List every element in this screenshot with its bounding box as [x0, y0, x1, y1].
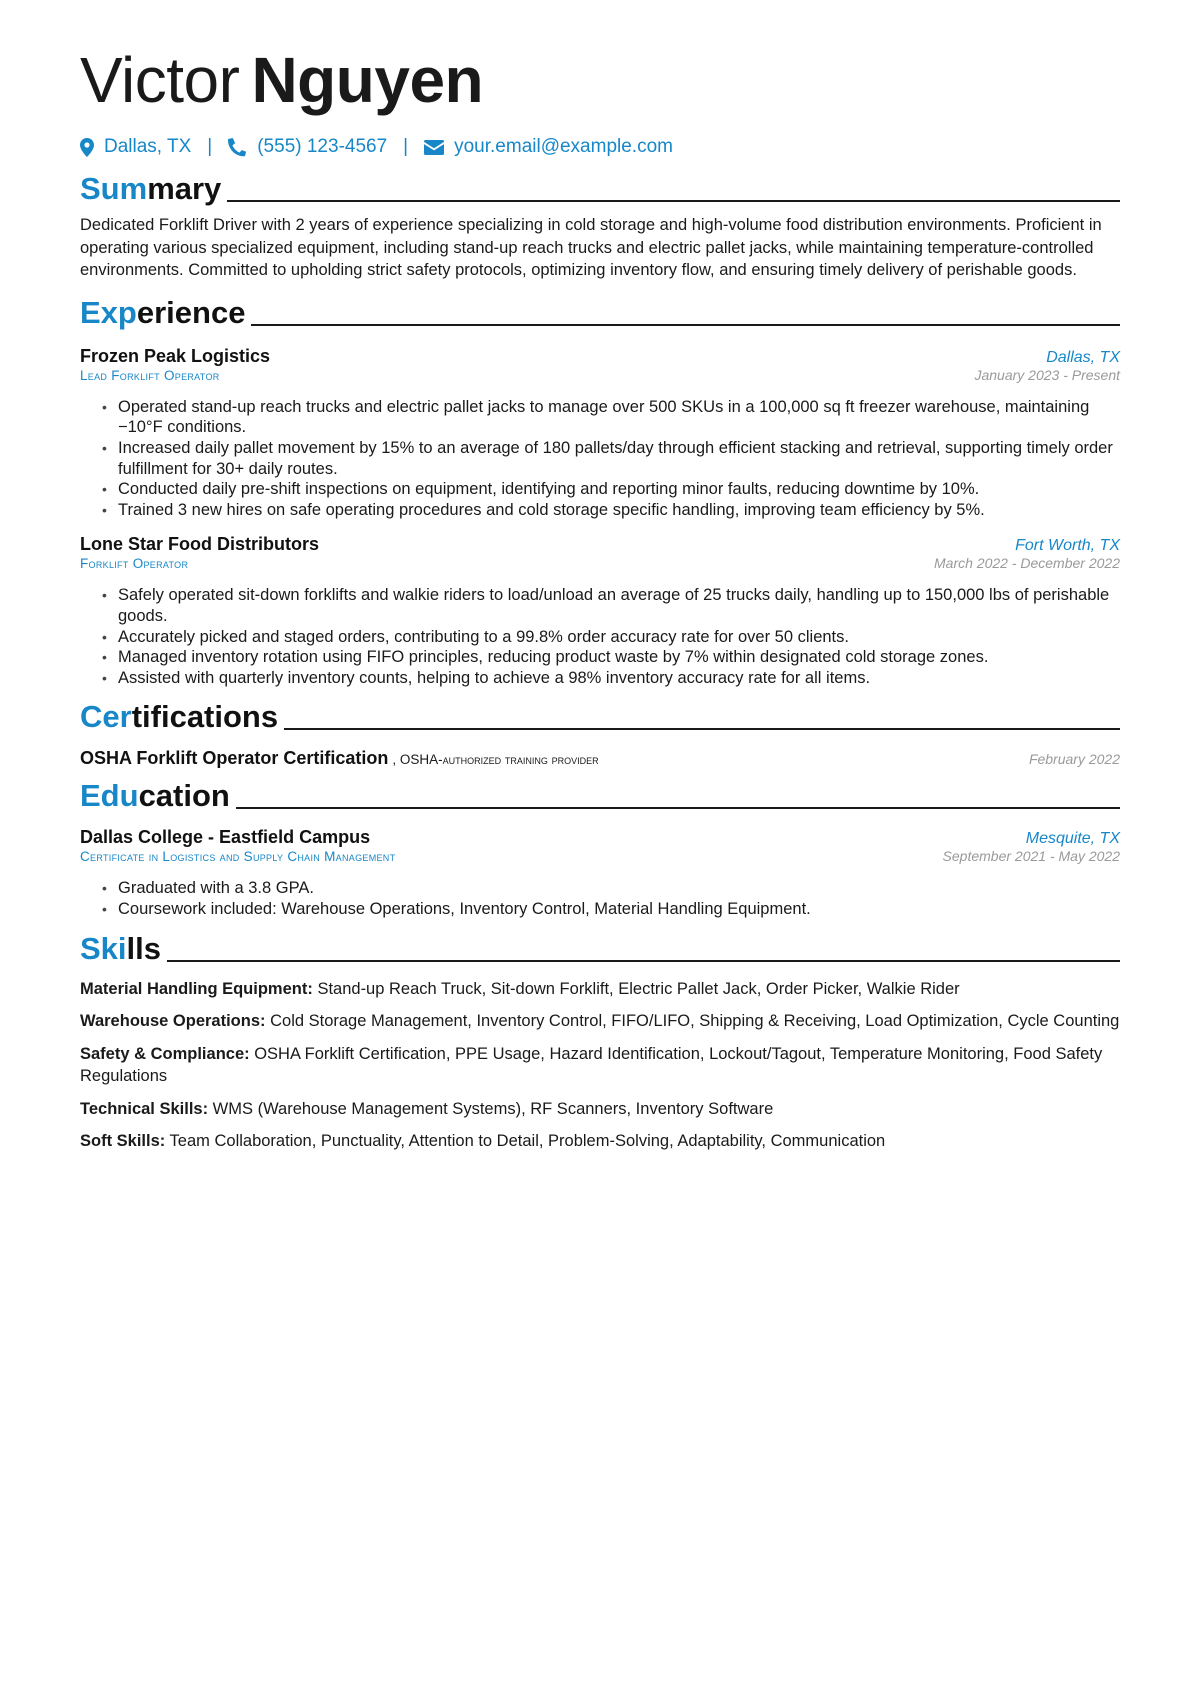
list-item: • Coursework included: Warehouse Operations, Inventory Control, Material Handling Equipment.: [102, 899, 1120, 920]
list-item: • Safely operated sit-down forklifts and walkie riders to load/unload an average of 25 trucks daily, handling up to 150,000 lbs of perishable goods.: [102, 585, 1120, 626]
resume-page: [80, 40, 1120, 1153]
school-name: Dallas College - Eastfield Campus: [80, 827, 371, 848]
education-bullets: [102, 878, 1120, 919]
certification-name: OSHA Forklift Operator Certification: [80, 748, 389, 769]
skill-category: Warehouse Operations:: [80, 1012, 266, 1031]
skill-category: Technical Skills:: [80, 1099, 209, 1118]
program-name: Certificate in Logistics and Supply Chain Management: [80, 849, 396, 865]
candidate-name: [80, 40, 1120, 120]
contact-separator: |: [207, 136, 213, 157]
list-item: • Trained 3 new hires on safe operating procedures and cold storage specific handling, improving team efficiency by 5%.: [102, 500, 1120, 521]
job-title: Lead Forklift Operator: [80, 367, 220, 383]
skill-values: OSHA Forklift Certification, PPE Usage, Hazard Identification, Lockout/Tagout, Temperature Monitoring, Food Safety Regulations: [80, 1044, 1103, 1086]
skills-list: [80, 978, 1120, 1154]
school-location: Mesquite, TX: [1025, 830, 1120, 848]
certification-date: February 2022: [1028, 751, 1120, 768]
job-bullets: [102, 397, 1120, 521]
certification-provider: , OSHA-authorized training provider: [392, 752, 599, 768]
skill-values: Team Collaboration, Punctuality, Attention to Detail, Problem-Solving, Adaptability, Communication: [165, 1132, 886, 1151]
email-text: your.email@example.com: [454, 136, 673, 157]
phone-icon: [228, 138, 247, 157]
job-bullets: [102, 585, 1120, 688]
education-entry: [80, 827, 1120, 919]
first-name: Victor: [80, 44, 240, 116]
certification-entry: [80, 748, 1120, 769]
job-dates: January 2023 - Present: [974, 366, 1120, 383]
map-marker-icon: [80, 138, 94, 157]
experience-entry: [80, 534, 1120, 688]
education-dates: September 2021 - May 2022: [942, 848, 1120, 865]
list-item: • Managed inventory rotation using FIFO principles, reducing product waste by 7% within designated cold storage zones.: [102, 647, 1120, 668]
section-divider: [167, 960, 1120, 962]
skill-row: [80, 1130, 1120, 1153]
certifications-heading: [80, 698, 1120, 736]
skill-values: WMS (Warehouse Management Systems), RF Scanners, Inventory Software: [208, 1099, 774, 1118]
skill-category: Safety & Compliance:: [80, 1044, 250, 1063]
section-divider: [227, 200, 1120, 202]
section-title: Experience: [80, 294, 246, 330]
section-divider: [251, 324, 1120, 326]
contact-email[interactable]: [424, 136, 673, 158]
contact-separator: |: [403, 136, 409, 157]
section-divider: [236, 807, 1120, 809]
phone-text: (555) 123-4567: [257, 136, 388, 157]
list-item: • Conducted daily pre-shift inspections on equipment, identifying and reporting minor faults, reducing downtime by 10%.: [102, 479, 1120, 500]
company-name: Lone Star Food Distributors: [80, 534, 320, 555]
location-text: Dallas, TX: [104, 136, 192, 157]
contact-phone[interactable]: [228, 136, 387, 158]
job-dates: March 2022 - December 2022: [934, 555, 1120, 572]
company-name: Frozen Peak Logistics: [80, 345, 271, 366]
skill-values: Cold Storage Management, Inventory Control, FIFO/LIFO, Shipping & Receiving, Load Optimization, Cycle Counting: [265, 1012, 1120, 1031]
skills-heading: [80, 930, 1120, 968]
experience-heading: [80, 294, 1120, 332]
list-item: • Graduated with a 3.8 GPA.: [102, 878, 1120, 899]
skill-row: [80, 1098, 1120, 1121]
list-item: • Accurately picked and staged orders, contributing to a 99.8% order accuracy rate for over 50 clients.: [102, 627, 1120, 648]
skill-row: [80, 978, 1120, 1001]
job-location: Fort Worth, TX: [1015, 537, 1120, 555]
summary-text: Dedicated Forklift Driver with 2 years of experience specializing in cold storage and high-volume food distribution environments. Proficient in operating various specialized equipment, including stand-up reach trucks and electric pallet jacks, while maintaining temperature-controlled environments. Committed to upholding strict safety protocols, optimizing inventory flow, and ensuring timely delivery of perishable goods.: [80, 216, 1102, 280]
skill-row: [80, 1043, 1120, 1088]
list-item: • Increased daily pallet movement by 15% to an average of 180 pallets/day through efficient stacking and retrieval, supporting timely order fulfillment for 30+ daily routes.: [102, 438, 1120, 479]
job-title: Forklift Operator: [80, 556, 189, 572]
contact-line: [80, 134, 1120, 160]
contact-location: [80, 136, 191, 158]
summary-heading: [80, 170, 1120, 208]
skill-category: Soft Skills:: [80, 1132, 166, 1151]
section-title: Certifications: [80, 699, 279, 735]
education-heading: [80, 777, 1120, 815]
skill-values: Stand-up Reach Truck, Sit-down Forklift, Electric Pallet Jack, Order Picker, Walkie Rider: [312, 979, 960, 998]
section-title: Education: [80, 778, 230, 814]
section-title: Skills: [80, 930, 161, 966]
list-item: • Assisted with quarterly inventory counts, helping to achieve a 98% inventory accuracy rate for all items.: [102, 668, 1120, 689]
job-location: Dallas, TX: [1046, 348, 1120, 366]
skill-category: Material Handling Equipment:: [80, 979, 313, 998]
list-item: • Operated stand-up reach trucks and electric pallet jacks to manage over 500 SKUs in a 100,000 sq ft freezer warehouse, maintaining −10°F conditions.: [102, 397, 1120, 438]
envelope-icon: [424, 140, 444, 155]
section-divider: [284, 728, 1120, 730]
last-name: Nguyen: [251, 44, 484, 116]
experience-entry: [80, 346, 1120, 521]
skill-row: [80, 1010, 1120, 1033]
section-title: Summary: [80, 171, 222, 206]
